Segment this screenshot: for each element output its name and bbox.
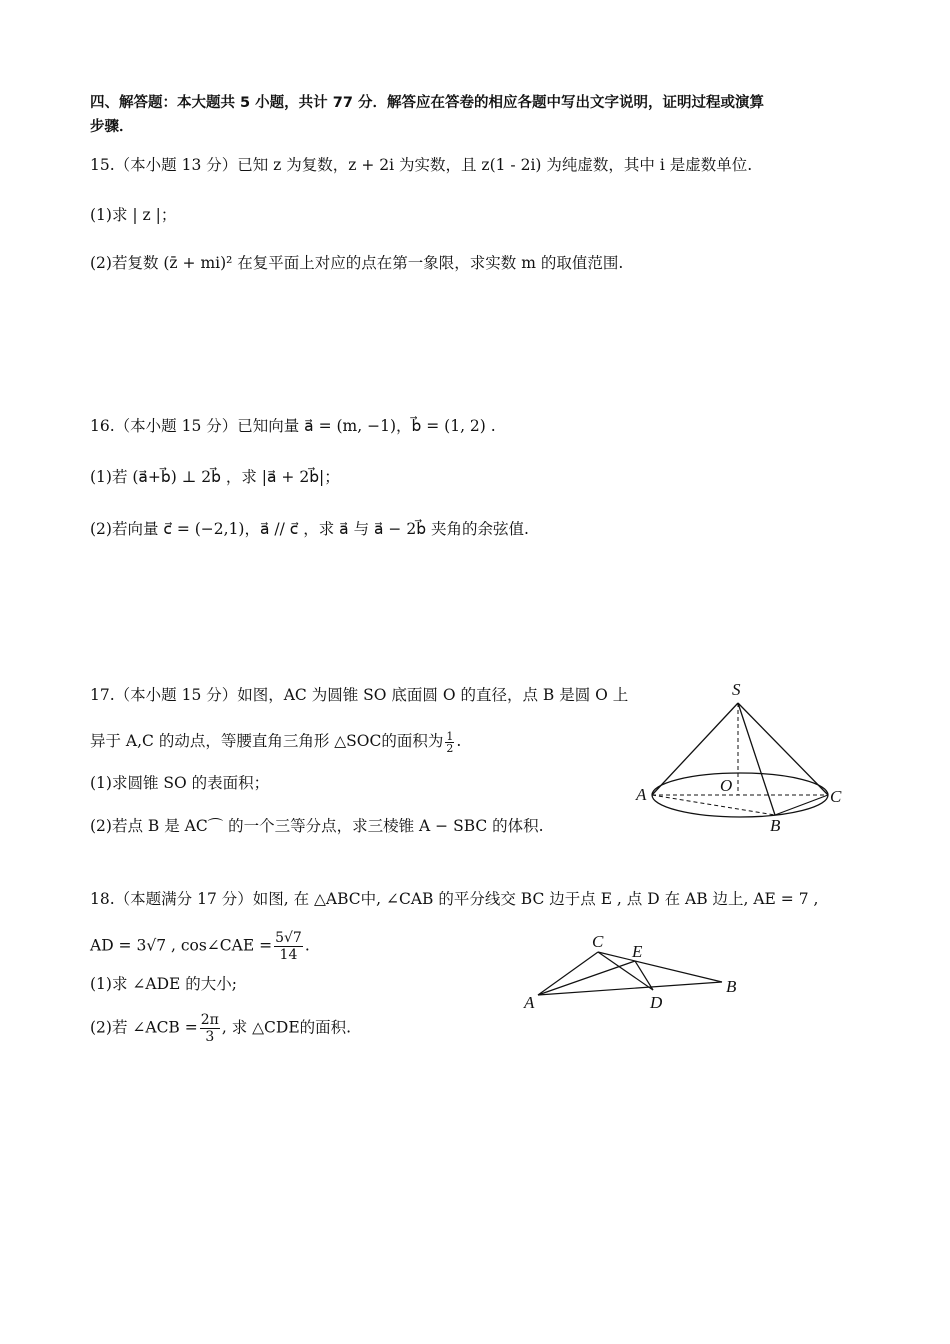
- q15-part1: (1)求 | z |；: [90, 206, 177, 224]
- label-A: A: [524, 993, 535, 1012]
- q17-fraction: [445, 731, 454, 754]
- q18-line2-end: .: [304, 936, 310, 955]
- edge-SB: [738, 703, 775, 815]
- cone-figure: [630, 675, 850, 840]
- q18-stem: 18.（本题满分 17 分）如图, 在 △ABC中, ∠CAB 的平分线交 BC 边于点 E , 点 D 在 AB 边上, AE = 7 ,: [90, 890, 819, 908]
- q16-stem: 16.（本小题 15 分）已知向量 a⃗ = (m, −1)，b⃗ = (1, 2) .: [90, 417, 496, 435]
- q18-cos-fraction: [274, 930, 303, 963]
- triangle-figure: [520, 930, 750, 1015]
- segment-AC: [538, 952, 598, 995]
- q17-stem-line2-text: 异于 A,C 的动点，等腰直角三角形 △SOC的面积为: [90, 732, 444, 750]
- label-O: O: [720, 776, 733, 795]
- q16-part2: (2)若向量 c⃗ = (−2,1)，a⃗ // c⃗ ，求 a⃗ 与 a⃗ − 2b⃗ 夹角的余弦值.: [90, 520, 529, 538]
- section-heading-line1: 四、解答题：本大题共 5 小题，共计 77 分．解答应在答卷的相应各题中写出文字说明，证明过程或演算: [90, 95, 764, 111]
- segment-AB: [652, 795, 775, 815]
- q18-part2: [90, 1012, 351, 1045]
- q18-frac2-num: 2π: [200, 1012, 219, 1028]
- q15-part2: (2)若复数 (z̄ + mi)² 在复平面上对应的点在第一象限，求实数 m 的取值范围.: [90, 254, 624, 272]
- label-C: C: [592, 932, 604, 951]
- section-heading-line2: 步骤．: [90, 119, 134, 135]
- label-B: B: [770, 816, 781, 835]
- label-C: C: [830, 787, 842, 806]
- q17-frac-den: 2: [446, 741, 454, 755]
- q17-part2: (2)若点 B 是 AC⌒ 的一个三等分点，求三棱锥 A − SBC 的体积.: [90, 817, 544, 835]
- q18-part2-end: , 求 △CDE的面积.: [221, 1018, 352, 1037]
- q18-line2-text: AD = 3√7 , cos∠CAE =: [90, 936, 273, 955]
- q16-part1: (1)若 (a⃗+b⃗) ⊥ 2b⃗ ，求 |a⃗ + 2b⃗|；: [90, 468, 340, 486]
- edge-SC: [738, 703, 828, 795]
- label-S: S: [732, 680, 741, 699]
- q15-stem: 15.（本小题 13 分）已知 z 为复数，z + 2i 为实数，且 z(1 - 2i) 为纯虚数，其中 i 是虚数单位.: [90, 156, 753, 174]
- label-E: E: [632, 942, 643, 961]
- segment-ED: [635, 961, 653, 990]
- q17-stem-line2: [90, 730, 461, 754]
- q18-part1: (1)求 ∠ADE 的大小;: [90, 975, 237, 993]
- q18-frac2-den: 3: [205, 1029, 215, 1045]
- q17-part1: (1)求圆锥 SO 的表面积；: [90, 774, 270, 792]
- q18-frac-den: 14: [279, 947, 298, 963]
- q18-angle-fraction: [200, 1012, 220, 1045]
- label-D: D: [650, 993, 663, 1012]
- q18-frac-num: 5√7: [275, 930, 302, 946]
- segment-AE: [538, 961, 635, 995]
- q18-part2-text: (2)若 ∠ACB =: [90, 1018, 198, 1037]
- q18-line2: [90, 930, 310, 963]
- label-B: B: [726, 977, 737, 996]
- segment-AB: [538, 982, 722, 995]
- q17-stem: 17.（本小题 15 分）如图，AC 为圆锥 SO 底面圆 O 的直径，点 B 是圆 O 上: [90, 686, 629, 704]
- q17-stem-line2-end: .: [456, 732, 462, 750]
- label-A: A: [636, 785, 647, 804]
- q17-frac-num: 1: [446, 729, 454, 743]
